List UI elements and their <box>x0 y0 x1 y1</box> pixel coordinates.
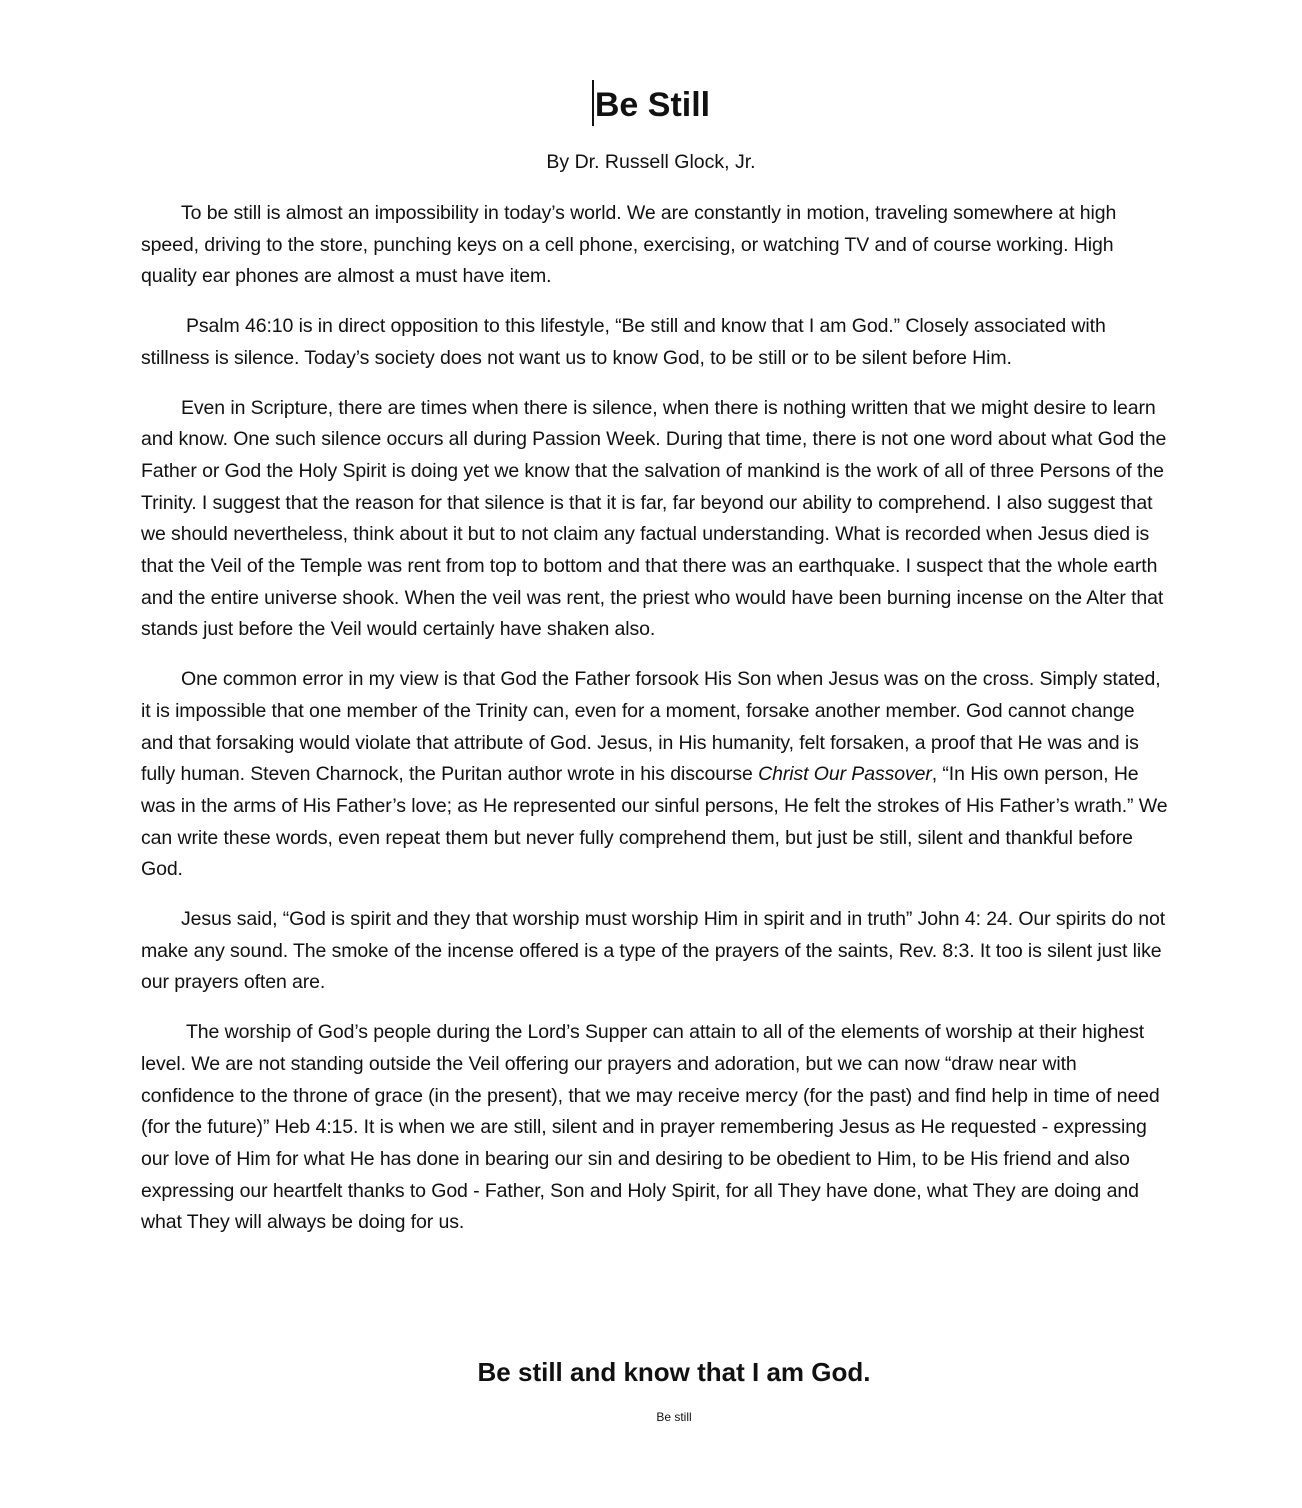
paragraph-5: Jesus said, “God is spirit and they that worship must worship Him in spirit and in truth” John 4: 24. Our spirits do not make any sound. The smoke of the incense offered is a type of the prayers of the saints, Rev. 8:3. It too is silent just like our prayers often are. <box>141 908 1166 994</box>
paragraph-1: To be still is almost an impossibility in today’s world. We are constantly in motion, traveling somewhere at high speed, driving to the store, punching keys on a cell phone, exercising, or watching TV and of course working. High quality ear phones are almost a must have item. <box>141 202 1117 288</box>
paragraph-4-text-before: One common error in my view is that God the Father forsook His Son when Jesus was on the cross. Simply stated, it is impossible that one member of the Trinity can, even for a moment, forsake another member. God cannot change and that forsaking would violate that attribute of God. Jesus, in His humanity, felt forsaken, a proof that He was and is fully human. Steven Charnock, the Puritan author wrote in his discourse <box>141 668 1161 786</box>
paragraph-4-text-after: , “In His own person, He was in the arms of His Father’s love; as He represented our sinful persons, He felt the strokes of His Father’s wrath.” We can write these words, even repeat them but never fully comprehend them, but just be still, silent and thankful before God. <box>141 763 1168 881</box>
body-text <box>141 198 1171 1257</box>
closing-statement: Be still and know that I am God. <box>477 1357 871 1387</box>
byline: By Dr. Russell Glock, Jr. <box>546 151 756 173</box>
document-title[interactable] <box>0 80 1302 128</box>
title-text: Be Still <box>594 86 711 124</box>
paragraph-3: Even in Scripture, there are times when there is silence, when there is nothing written that we might desire to learn and know. One such silence occurs all during Passion Week. During that time, there is not one word about what God the Father or God the Holy Spirit is doing yet we know that the salvation of mankind is the work of all of three Persons of the Trinity. I suggest that the reason for that silence is that it is far, far beyond our ability to comprehend. I also suggest that we should nevertheless, think about it but to not claim any factual understanding. What is recorded when Jesus died is that the Veil of the Temple was rent from top to bottom and that there was an earthquake. I suspect that the whole earth and the entire universe shook. When the veil was rent, the priest who would have been burning incense on the Alter that stands just before the Veil would certainly have shaken also. <box>141 396 1167 641</box>
paragraph-4 <box>141 664 1171 886</box>
book-title-italic: Christ Our Passover <box>758 763 932 786</box>
paragraph-6: The worship of God’s people during the Lord’s Supper can attain to all of the elements of worship at their highest level. We are not standing outside the Veil offering our prayers and adoration, but we can now “draw near with confidence to the throne of grace (in the present), that we may receive mercy (for the past) and find help in time of need (for the future)” Heb 4:15. It is when we are still, silent and in prayer remembering Jesus as He requested - expressing our love of Him for what He has done in bearing our sin and desiring to be obedient to Him, to be His friend and also expressing our heartfelt thanks to God - Father, Son and Holy Spirit, for all They have done, what They are doing and what They will always be doing for us. <box>141 1021 1160 1234</box>
text-cursor <box>592 80 594 126</box>
page-footer: Be still <box>656 1410 692 1424</box>
paragraph-2: Psalm 46:10 is in direct opposition to this lifestyle, “Be still and know that I am God.” Closely associated with stillness is silence. Today’s society does not want us to know God, to be still or to be silent before Him. <box>141 315 1106 369</box>
